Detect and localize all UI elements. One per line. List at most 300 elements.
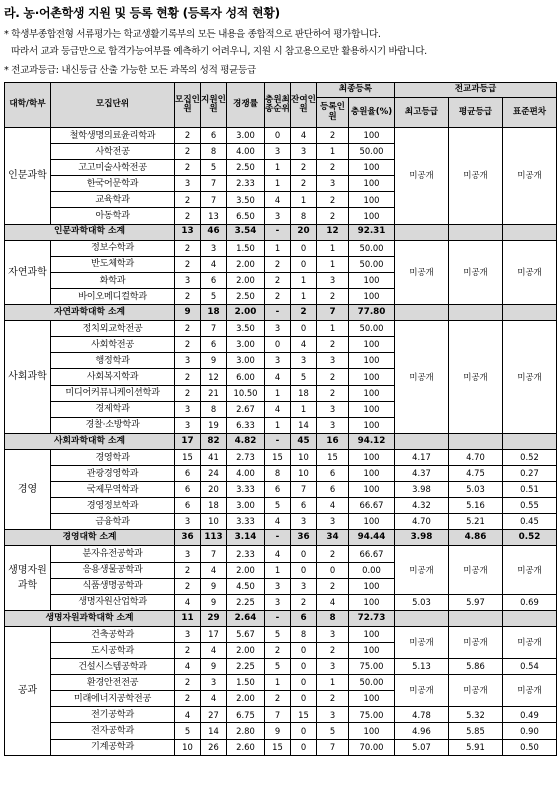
data-cell: 8 <box>201 401 227 417</box>
data-cell: 1 <box>265 675 291 691</box>
college-cell: 생명자원과학 <box>5 546 51 610</box>
data-cell: 2 <box>175 256 201 272</box>
data-cell: 4 <box>201 643 227 659</box>
data-cell: 2.50 <box>227 160 265 176</box>
subtotal-cell: 11 <box>175 610 201 626</box>
data-cell: 2 <box>317 369 349 385</box>
unit-name-cell: 미래에너지공학전공 <box>51 691 175 707</box>
data-cell: 4 <box>265 192 291 208</box>
data-cell: 0 <box>317 562 349 578</box>
data-cell: 2 <box>175 321 201 337</box>
college-cell: 자연과학 <box>5 240 51 304</box>
college-cell: 사회과학 <box>5 321 51 434</box>
subtotal-cell: 29 <box>201 610 227 626</box>
data-cell: 3.00 <box>227 498 265 514</box>
data-cell: 3 <box>265 144 291 160</box>
grade-std-cell: 0.45 <box>503 514 557 530</box>
data-cell: 2 <box>175 675 201 691</box>
data-cell: 6 <box>201 128 227 144</box>
subtotal-cell <box>449 610 503 626</box>
unit-name-cell: 고고미술사학전공 <box>51 160 175 176</box>
data-cell: 6.75 <box>227 707 265 723</box>
data-cell: 3 <box>317 417 349 433</box>
unit-name-cell: 행정학과 <box>51 353 175 369</box>
subtotal-cell <box>395 224 449 240</box>
data-cell: 26 <box>201 739 227 755</box>
unit-name-cell: 환경안전전공 <box>51 675 175 691</box>
grade-best-cell: 3.98 <box>395 482 449 498</box>
data-cell: 6 <box>317 482 349 498</box>
data-cell: 2 <box>175 562 201 578</box>
unit-name-cell: 바이오메디컬학과 <box>51 288 175 304</box>
grade-best-cell: 미공개 <box>395 626 449 658</box>
grade-best-cell: 4.78 <box>395 707 449 723</box>
data-cell: 18 <box>201 498 227 514</box>
data-cell: 2.50 <box>227 288 265 304</box>
data-cell: 8 <box>201 144 227 160</box>
grade-std-cell: 0.51 <box>503 482 557 498</box>
header-leftover: 잔여인원 <box>291 83 317 128</box>
subtotal-cell: 113 <box>201 530 227 546</box>
subtotal-cell: 0.52 <box>503 530 557 546</box>
unit-name-cell: 식품생명공학과 <box>51 578 175 594</box>
data-cell: 2.67 <box>227 401 265 417</box>
data-cell: 6.00 <box>227 369 265 385</box>
grade-best-cell: 4.37 <box>395 465 449 481</box>
data-cell: 1 <box>317 321 349 337</box>
subtotal-cell <box>503 433 557 449</box>
data-cell: 10 <box>201 514 227 530</box>
data-cell: 75.00 <box>349 707 395 723</box>
data-cell: 2.00 <box>227 691 265 707</box>
subtotal-cell: 45 <box>291 433 317 449</box>
data-cell: 0 <box>291 691 317 707</box>
subtotal-cell: 3.98 <box>395 530 449 546</box>
unit-name-cell: 정치외교학전공 <box>51 321 175 337</box>
unit-name-cell: 사회학전공 <box>51 337 175 353</box>
data-cell: 3 <box>265 321 291 337</box>
data-cell: 70.00 <box>349 739 395 755</box>
data-cell: 15 <box>317 449 349 465</box>
data-cell: 2.33 <box>227 546 265 562</box>
data-cell: 100 <box>349 192 395 208</box>
data-cell: 2.00 <box>227 256 265 272</box>
subtotal-row <box>5 224 557 240</box>
unit-name-cell: 건설시스템공학과 <box>51 659 175 675</box>
data-cell: 100 <box>349 128 395 144</box>
data-cell: 3 <box>175 272 201 288</box>
data-cell: 4 <box>175 594 201 610</box>
unit-name-cell: 국제무역학과 <box>51 482 175 498</box>
data-cell: 3 <box>317 626 349 642</box>
data-cell: 2.00 <box>227 272 265 288</box>
unit-name-cell: 경제학과 <box>51 401 175 417</box>
grade-avg-cell: 5.32 <box>449 707 503 723</box>
data-cell: 5 <box>317 723 349 739</box>
data-cell: 75.00 <box>349 659 395 675</box>
data-cell: 3 <box>317 353 349 369</box>
subtotal-cell: 17 <box>175 433 201 449</box>
data-cell: 1 <box>265 385 291 401</box>
data-cell: 100 <box>349 594 395 610</box>
data-cell: 10 <box>291 449 317 465</box>
data-cell: 27 <box>201 707 227 723</box>
unit-name-cell: 화학과 <box>51 272 175 288</box>
unit-name-cell: 아동학과 <box>51 208 175 224</box>
data-cell: 4 <box>317 594 349 610</box>
subtotal-cell: 3.54 <box>227 224 265 240</box>
data-cell: 2 <box>265 691 291 707</box>
table-row <box>5 514 557 530</box>
data-cell: 2 <box>317 546 349 562</box>
header-college: 대학/학부 <box>5 83 51 128</box>
data-cell: 2 <box>291 160 317 176</box>
data-cell: 3 <box>291 578 317 594</box>
data-cell: 1 <box>317 675 349 691</box>
subtotal-cell <box>449 433 503 449</box>
data-cell: 3 <box>291 353 317 369</box>
data-cell: 9 <box>201 659 227 675</box>
data-cell: 6 <box>291 498 317 514</box>
data-cell: 8 <box>291 208 317 224</box>
data-cell: 100 <box>349 643 395 659</box>
grade-best-cell: 4.17 <box>395 449 449 465</box>
data-cell: 3 <box>317 514 349 530</box>
data-cell: 1 <box>265 176 291 192</box>
subtotal-cell: - <box>265 610 291 626</box>
data-cell: 0 <box>291 321 317 337</box>
unit-name-cell: 건축공학과 <box>51 626 175 642</box>
data-cell: 15 <box>265 449 291 465</box>
grade-avg-cell: 5.91 <box>449 739 503 755</box>
header-fill-rate: 충원율(%) <box>349 98 395 128</box>
data-cell: 50.00 <box>349 240 395 256</box>
subtotal-cell: 94.12 <box>349 433 395 449</box>
data-cell: 3 <box>201 240 227 256</box>
grade-avg-cell: 미공개 <box>449 675 503 707</box>
subtotal-label: 경영대학 소계 <box>5 530 175 546</box>
data-cell: 2.80 <box>227 723 265 739</box>
grade-std-cell: 0.55 <box>503 498 557 514</box>
grade-std-cell: 미공개 <box>503 321 557 434</box>
table-row <box>5 626 557 642</box>
data-cell: 9 <box>201 594 227 610</box>
subtotal-cell: 7 <box>317 305 349 321</box>
grade-avg-cell: 5.97 <box>449 594 503 610</box>
data-cell: 3.00 <box>227 337 265 353</box>
data-cell: 1.50 <box>227 675 265 691</box>
unit-name-cell: 경영정보학과 <box>51 498 175 514</box>
data-cell: 100 <box>349 385 395 401</box>
college-cell: 공과 <box>5 626 51 755</box>
subtotal-cell: 46 <box>201 224 227 240</box>
unit-name-cell: 사회복지학과 <box>51 369 175 385</box>
unit-name-cell: 교육학과 <box>51 192 175 208</box>
subtotal-cell: 4.82 <box>227 433 265 449</box>
table-row <box>5 675 557 691</box>
data-cell: 7 <box>201 321 227 337</box>
subtotal-cell: 9 <box>175 305 201 321</box>
subtotal-label: 자연과학대학 소계 <box>5 305 175 321</box>
subtotal-cell: 16 <box>317 433 349 449</box>
data-cell: 1 <box>317 256 349 272</box>
data-cell: 100 <box>349 337 395 353</box>
data-cell: 3 <box>175 401 201 417</box>
data-cell: 50.00 <box>349 675 395 691</box>
grade-std-cell: 미공개 <box>503 546 557 594</box>
data-cell: 3 <box>317 659 349 675</box>
grade-best-cell: 미공개 <box>395 240 449 304</box>
college-cell: 인문과학 <box>5 128 51 225</box>
data-cell: 4 <box>265 401 291 417</box>
data-cell: 7 <box>201 192 227 208</box>
data-cell: 1 <box>265 240 291 256</box>
data-cell: 7 <box>317 739 349 755</box>
data-cell: 0 <box>265 128 291 144</box>
header-grade: 전교과등급 <box>395 83 557 98</box>
unit-name-cell: 반도체학과 <box>51 256 175 272</box>
data-cell: 100 <box>349 176 395 192</box>
data-cell: 9 <box>265 723 291 739</box>
unit-name-cell: 한국어문학과 <box>51 176 175 192</box>
grade-std-cell: 미공개 <box>503 675 557 707</box>
grade-std-cell: 0.50 <box>503 739 557 755</box>
data-cell: 100 <box>349 353 395 369</box>
data-cell: 2.73 <box>227 449 265 465</box>
data-cell: 2 <box>265 256 291 272</box>
subtotal-row <box>5 433 557 449</box>
data-cell: 9 <box>201 578 227 594</box>
data-cell: 100 <box>349 208 395 224</box>
subtotal-cell: 8 <box>317 610 349 626</box>
data-cell: 0 <box>291 562 317 578</box>
grade-avg-cell: 미공개 <box>449 240 503 304</box>
grade-std-cell: 0.49 <box>503 707 557 723</box>
unit-name-cell: 전자공학과 <box>51 723 175 739</box>
grade-std-cell: 미공개 <box>503 128 557 225</box>
data-cell: 2.60 <box>227 739 265 755</box>
data-cell: 8 <box>291 626 317 642</box>
data-cell: 0.00 <box>349 562 395 578</box>
table-row <box>5 594 557 610</box>
data-cell: 3 <box>265 208 291 224</box>
data-cell: 3 <box>175 417 201 433</box>
table-row <box>5 498 557 514</box>
data-cell: 100 <box>349 369 395 385</box>
grade-best-cell: 4.96 <box>395 723 449 739</box>
data-cell: 8 <box>265 465 291 481</box>
data-cell: 1 <box>265 160 291 176</box>
data-cell: 24 <box>201 465 227 481</box>
data-cell: 5 <box>291 369 317 385</box>
data-cell: 1.50 <box>227 240 265 256</box>
data-cell: 5 <box>265 626 291 642</box>
data-cell: 15 <box>175 449 201 465</box>
data-cell: 0 <box>291 240 317 256</box>
data-cell: 3.33 <box>227 514 265 530</box>
data-cell: 3 <box>175 353 201 369</box>
grade-best-cell: 미공개 <box>395 675 449 707</box>
data-cell: 5 <box>175 723 201 739</box>
data-cell: 3 <box>291 144 317 160</box>
data-cell: 0 <box>291 659 317 675</box>
data-cell: 1 <box>265 562 291 578</box>
data-cell: 100 <box>349 417 395 433</box>
unit-name-cell: 분자유전공학과 <box>51 546 175 562</box>
subtotal-cell <box>503 305 557 321</box>
subtotal-cell: 13 <box>175 224 201 240</box>
data-cell: 5 <box>201 160 227 176</box>
data-cell: 1 <box>317 144 349 160</box>
unit-name-cell: 전기공학과 <box>51 707 175 723</box>
note-1: * 학생부종합전형 서류평가는 학교생활기록부의 모든 내용을 종합적으로 판단하여 평가합니다. <box>4 29 381 40</box>
data-cell: 3.00 <box>227 353 265 369</box>
data-cell: 100 <box>349 691 395 707</box>
data-cell: 2 <box>317 288 349 304</box>
data-cell: 4 <box>317 498 349 514</box>
data-cell: 50.00 <box>349 321 395 337</box>
data-cell: 0 <box>291 643 317 659</box>
subtotal-cell: 2.64 <box>227 610 265 626</box>
subtotal-cell <box>503 610 557 626</box>
subtotal-cell: 92.31 <box>349 224 395 240</box>
data-cell: 3.50 <box>227 192 265 208</box>
grade-avg-cell: 미공개 <box>449 321 503 434</box>
data-cell: 2 <box>291 176 317 192</box>
header-best: 최고등급 <box>395 98 449 128</box>
unit-name-cell: 미디어커뮤니케이션학과 <box>51 385 175 401</box>
data-cell: 4 <box>201 691 227 707</box>
subtotal-cell: 2.00 <box>227 305 265 321</box>
subtotal-cell: 82 <box>201 433 227 449</box>
data-cell: 0 <box>291 546 317 562</box>
data-cell: 4 <box>291 337 317 353</box>
unit-name-cell: 도시공학과 <box>51 643 175 659</box>
header-applicants: 지원인원 <box>201 83 227 128</box>
subtotal-label: 인문과학대학 소계 <box>5 224 175 240</box>
data-cell: 14 <box>201 723 227 739</box>
data-cell: 19 <box>201 417 227 433</box>
subtotal-row <box>5 610 557 626</box>
data-cell: 18 <box>291 385 317 401</box>
data-cell: 1 <box>291 272 317 288</box>
data-cell: 1 <box>291 288 317 304</box>
data-cell: 7 <box>291 482 317 498</box>
note-3: * 전교과등급: 내신등급 산출 가능한 모든 과목의 성적 평균등급 <box>4 65 256 76</box>
subtotal-cell: 36 <box>175 530 201 546</box>
subtotal-cell <box>395 305 449 321</box>
data-cell: 3 <box>175 546 201 562</box>
grade-best-cell: 미공개 <box>395 546 449 594</box>
data-cell: 2 <box>265 643 291 659</box>
data-cell: 50.00 <box>349 256 395 272</box>
subtotal-cell: 12 <box>317 224 349 240</box>
table-row <box>5 546 557 562</box>
data-cell: 2 <box>317 208 349 224</box>
data-cell: 2 <box>175 369 201 385</box>
data-cell: 2 <box>175 385 201 401</box>
data-cell: 2 <box>317 385 349 401</box>
grade-std-cell: 미공개 <box>503 626 557 658</box>
data-cell: 4 <box>175 707 201 723</box>
data-cell: 100 <box>349 272 395 288</box>
data-cell: 6.50 <box>227 208 265 224</box>
data-cell: 100 <box>349 160 395 176</box>
data-cell: 6 <box>201 272 227 288</box>
subtotal-cell <box>449 224 503 240</box>
data-cell: 0 <box>291 723 317 739</box>
unit-name-cell: 응용생물공학과 <box>51 562 175 578</box>
grade-std-cell: 0.52 <box>503 449 557 465</box>
data-cell: 9 <box>201 353 227 369</box>
unit-name-cell: 정보수학과 <box>51 240 175 256</box>
note-2: 따라서 교과 등급만으로 합격가능여부를 예측하기 어려우니, 지원 시 참고용으로만 활용하시기 바랍니다. <box>11 46 427 57</box>
unit-name-cell: 기계공학과 <box>51 739 175 755</box>
data-cell: 2.25 <box>227 659 265 675</box>
data-cell: 2 <box>175 691 201 707</box>
subtotal-cell: - <box>265 530 291 546</box>
table-row <box>5 707 557 723</box>
data-cell: 3 <box>265 578 291 594</box>
table-row <box>5 449 557 465</box>
data-cell: 4 <box>201 256 227 272</box>
data-cell: 100 <box>349 626 395 642</box>
data-cell: 2 <box>317 578 349 594</box>
data-cell: 100 <box>349 449 395 465</box>
unit-name-cell: 관광경영학과 <box>51 465 175 481</box>
data-cell: 2 <box>175 578 201 594</box>
data-cell: 2 <box>317 691 349 707</box>
grade-avg-cell: 5.16 <box>449 498 503 514</box>
grade-avg-cell: 5.03 <box>449 482 503 498</box>
grade-avg-cell: 5.85 <box>449 723 503 739</box>
data-cell: 100 <box>349 514 395 530</box>
data-cell: 6 <box>201 337 227 353</box>
grade-std-cell: 0.54 <box>503 659 557 675</box>
data-cell: 3 <box>265 353 291 369</box>
grade-std-cell: 미공개 <box>503 240 557 304</box>
data-cell: 5 <box>265 498 291 514</box>
data-cell: 5 <box>201 288 227 304</box>
data-cell: 0 <box>291 256 317 272</box>
header-rank: 충원최종순위 <box>265 83 291 128</box>
data-cell: 4 <box>265 546 291 562</box>
table-row <box>5 240 557 256</box>
data-cell: 2 <box>175 208 201 224</box>
data-cell: 6.33 <box>227 417 265 433</box>
unit-name-cell: 경영학과 <box>51 449 175 465</box>
header-ratio: 경쟁률 <box>227 83 265 128</box>
data-cell: 3.50 <box>227 321 265 337</box>
data-cell: 4 <box>265 369 291 385</box>
grade-best-cell: 4.70 <box>395 514 449 530</box>
unit-name-cell: 철학생명의료윤리학과 <box>51 128 175 144</box>
data-cell: 3 <box>317 176 349 192</box>
data-cell: 2 <box>265 272 291 288</box>
subtotal-cell: 72.73 <box>349 610 395 626</box>
data-cell: 21 <box>201 385 227 401</box>
data-cell: 7 <box>265 707 291 723</box>
data-cell: 3 <box>175 626 201 642</box>
data-cell: 4 <box>291 128 317 144</box>
data-cell: 66.67 <box>349 546 395 562</box>
data-cell: 4 <box>201 562 227 578</box>
data-cell: 17 <box>201 626 227 642</box>
data-cell: 100 <box>349 288 395 304</box>
grade-avg-cell: 5.86 <box>449 659 503 675</box>
data-cell: 3 <box>175 176 201 192</box>
data-cell: 13 <box>201 208 227 224</box>
